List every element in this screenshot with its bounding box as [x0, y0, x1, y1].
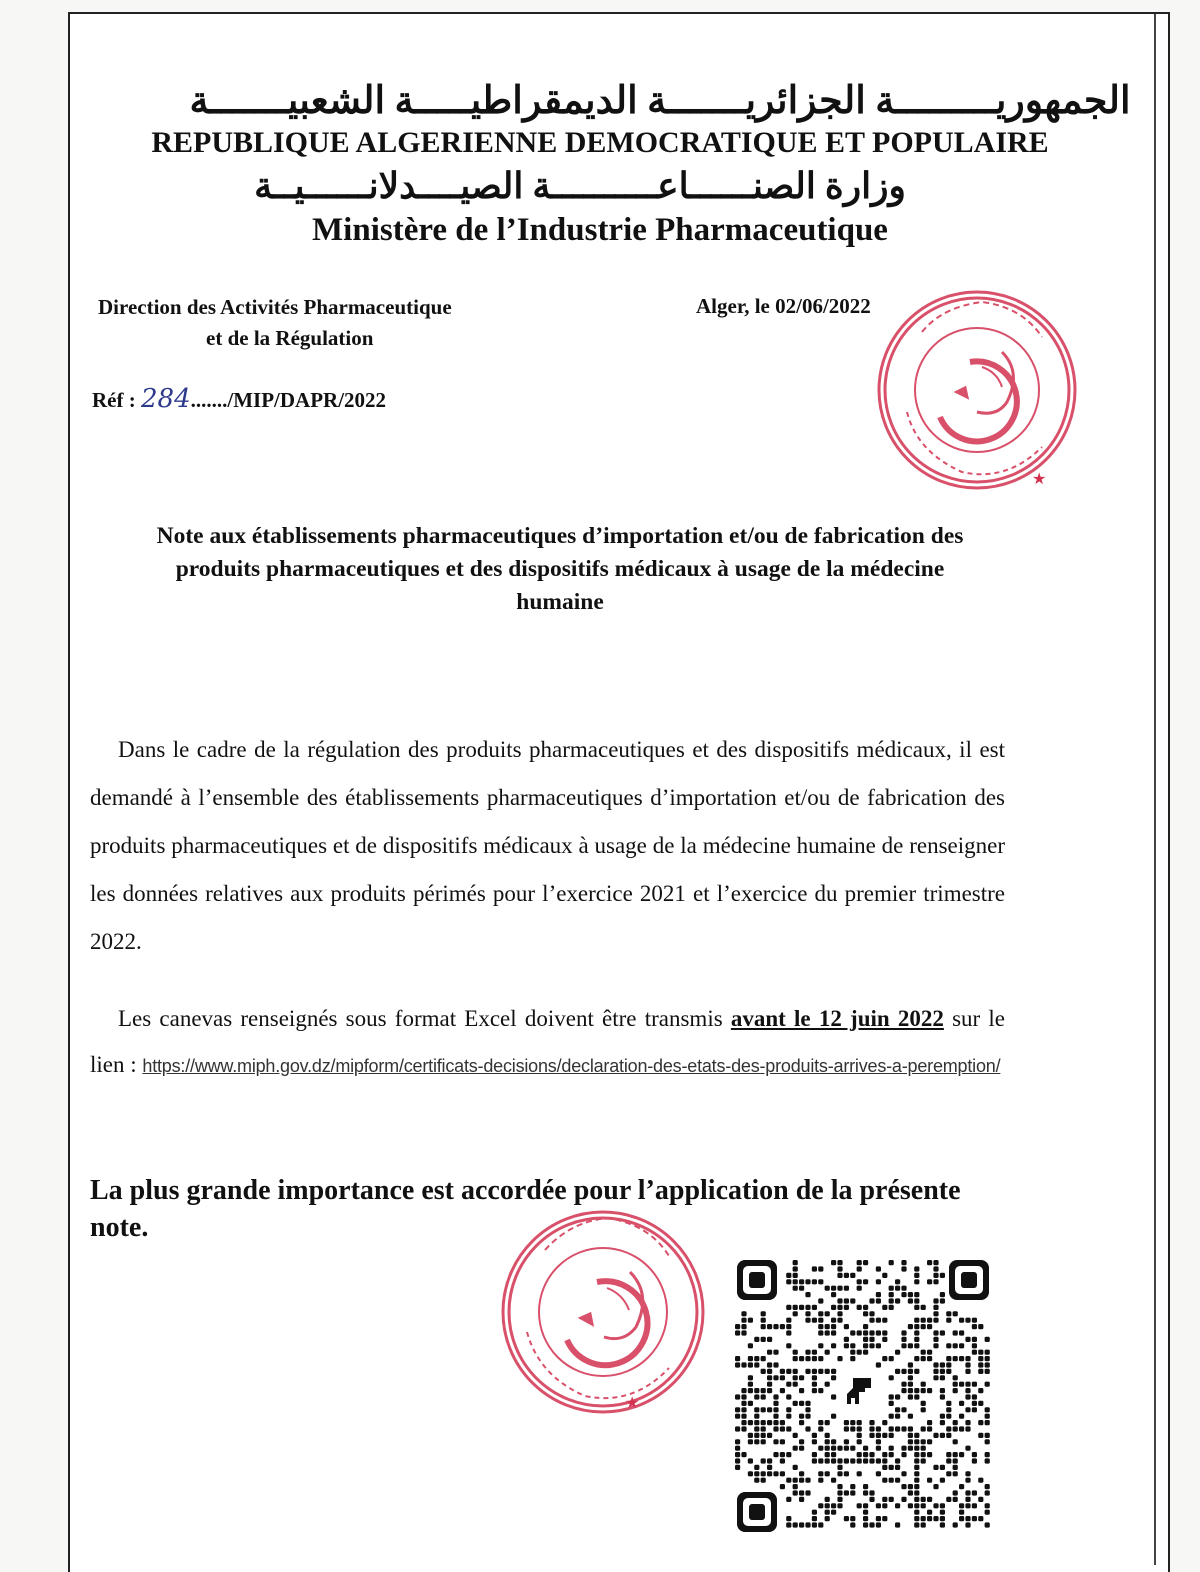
note-title: Note aux établissements pharmaceutiques d’importation et/ou de fabrication des produits pharmaceutiques et des dispositifs médicaux à usage de la médecine humaine	[156, 523, 964, 615]
qr-finder-bottom-left	[737, 1492, 777, 1532]
reference-line	[92, 384, 386, 414]
paragraph-2-intro: Les canevas renseignés sous format Excel doivent être transmis	[118, 1006, 731, 1031]
paragraph-2-middle: sur le lien :	[90, 1006, 1005, 1077]
deadline-text: avant le 12 juin 2022	[730, 1006, 944, 1031]
direction-block	[98, 292, 452, 354]
paragraph-2	[90, 996, 1005, 1089]
direction-line-2: et de la Régulation	[206, 326, 374, 350]
french-republic-heading: REPUBLIQUE ALGERIENNE DEMOCRATIQUE ET POPULAIRE	[151, 126, 1049, 159]
paragraph-1: Dans le cadre de la régulation des produits pharmaceutiques et des dispositifs médicaux, il est demandé à l’ensemble des établissements pharmaceutiques d’importation et/ou de fabrication des produits pharmaceutiques et de dispositifs médicaux à usage de la médecine humaine de renseigner les données relatives aux produits périmés pour l’exercice 2021 et l’exercice du premier trimestre 2022.	[90, 737, 1005, 954]
dinosaur-icon	[839, 1370, 883, 1410]
qr-finder-top-right	[949, 1260, 989, 1300]
declaration-link[interactable]: https://www.miph.gov.dz/mipform/certificats-decisions/declaration-des-etats-des-produits-arrives-a-peremption/	[142, 1056, 1001, 1076]
reference-number-handwritten: 284	[140, 384, 191, 414]
reference-suffix: ......./MIP/DAPR/2022	[190, 388, 387, 412]
qr-finder-top-left	[737, 1260, 777, 1300]
direction-line-1: Direction des Activités Pharmaceutique	[98, 295, 452, 319]
reference-prefix: Réf :	[92, 388, 136, 412]
svg-text:★: ★	[1032, 469, 1047, 488]
official-stamp-top	[862, 272, 1082, 502]
official-stamp-bottom	[485, 1200, 725, 1430]
document-date: Alger, le 02/06/2022	[696, 294, 871, 318]
svg-text:★: ★	[625, 1393, 640, 1412]
importance-note: La plus grande importance est accordée pour l’application de la présente note.	[90, 1175, 961, 1243]
qr-code[interactable]	[735, 1258, 991, 1534]
french-ministry-heading: Ministère de l’Industrie Pharmaceutique	[312, 212, 888, 248]
arabic-republic-heading: الجمهوريـــــــــة الجزائريـــــــة الديمقراطيـــــة الشعبيـــــــة	[189, 80, 1131, 122]
arabic-ministry-heading: وزارة الصنــــــاعــــــــــة الصيــــدلانــــــيــة	[254, 166, 906, 206]
